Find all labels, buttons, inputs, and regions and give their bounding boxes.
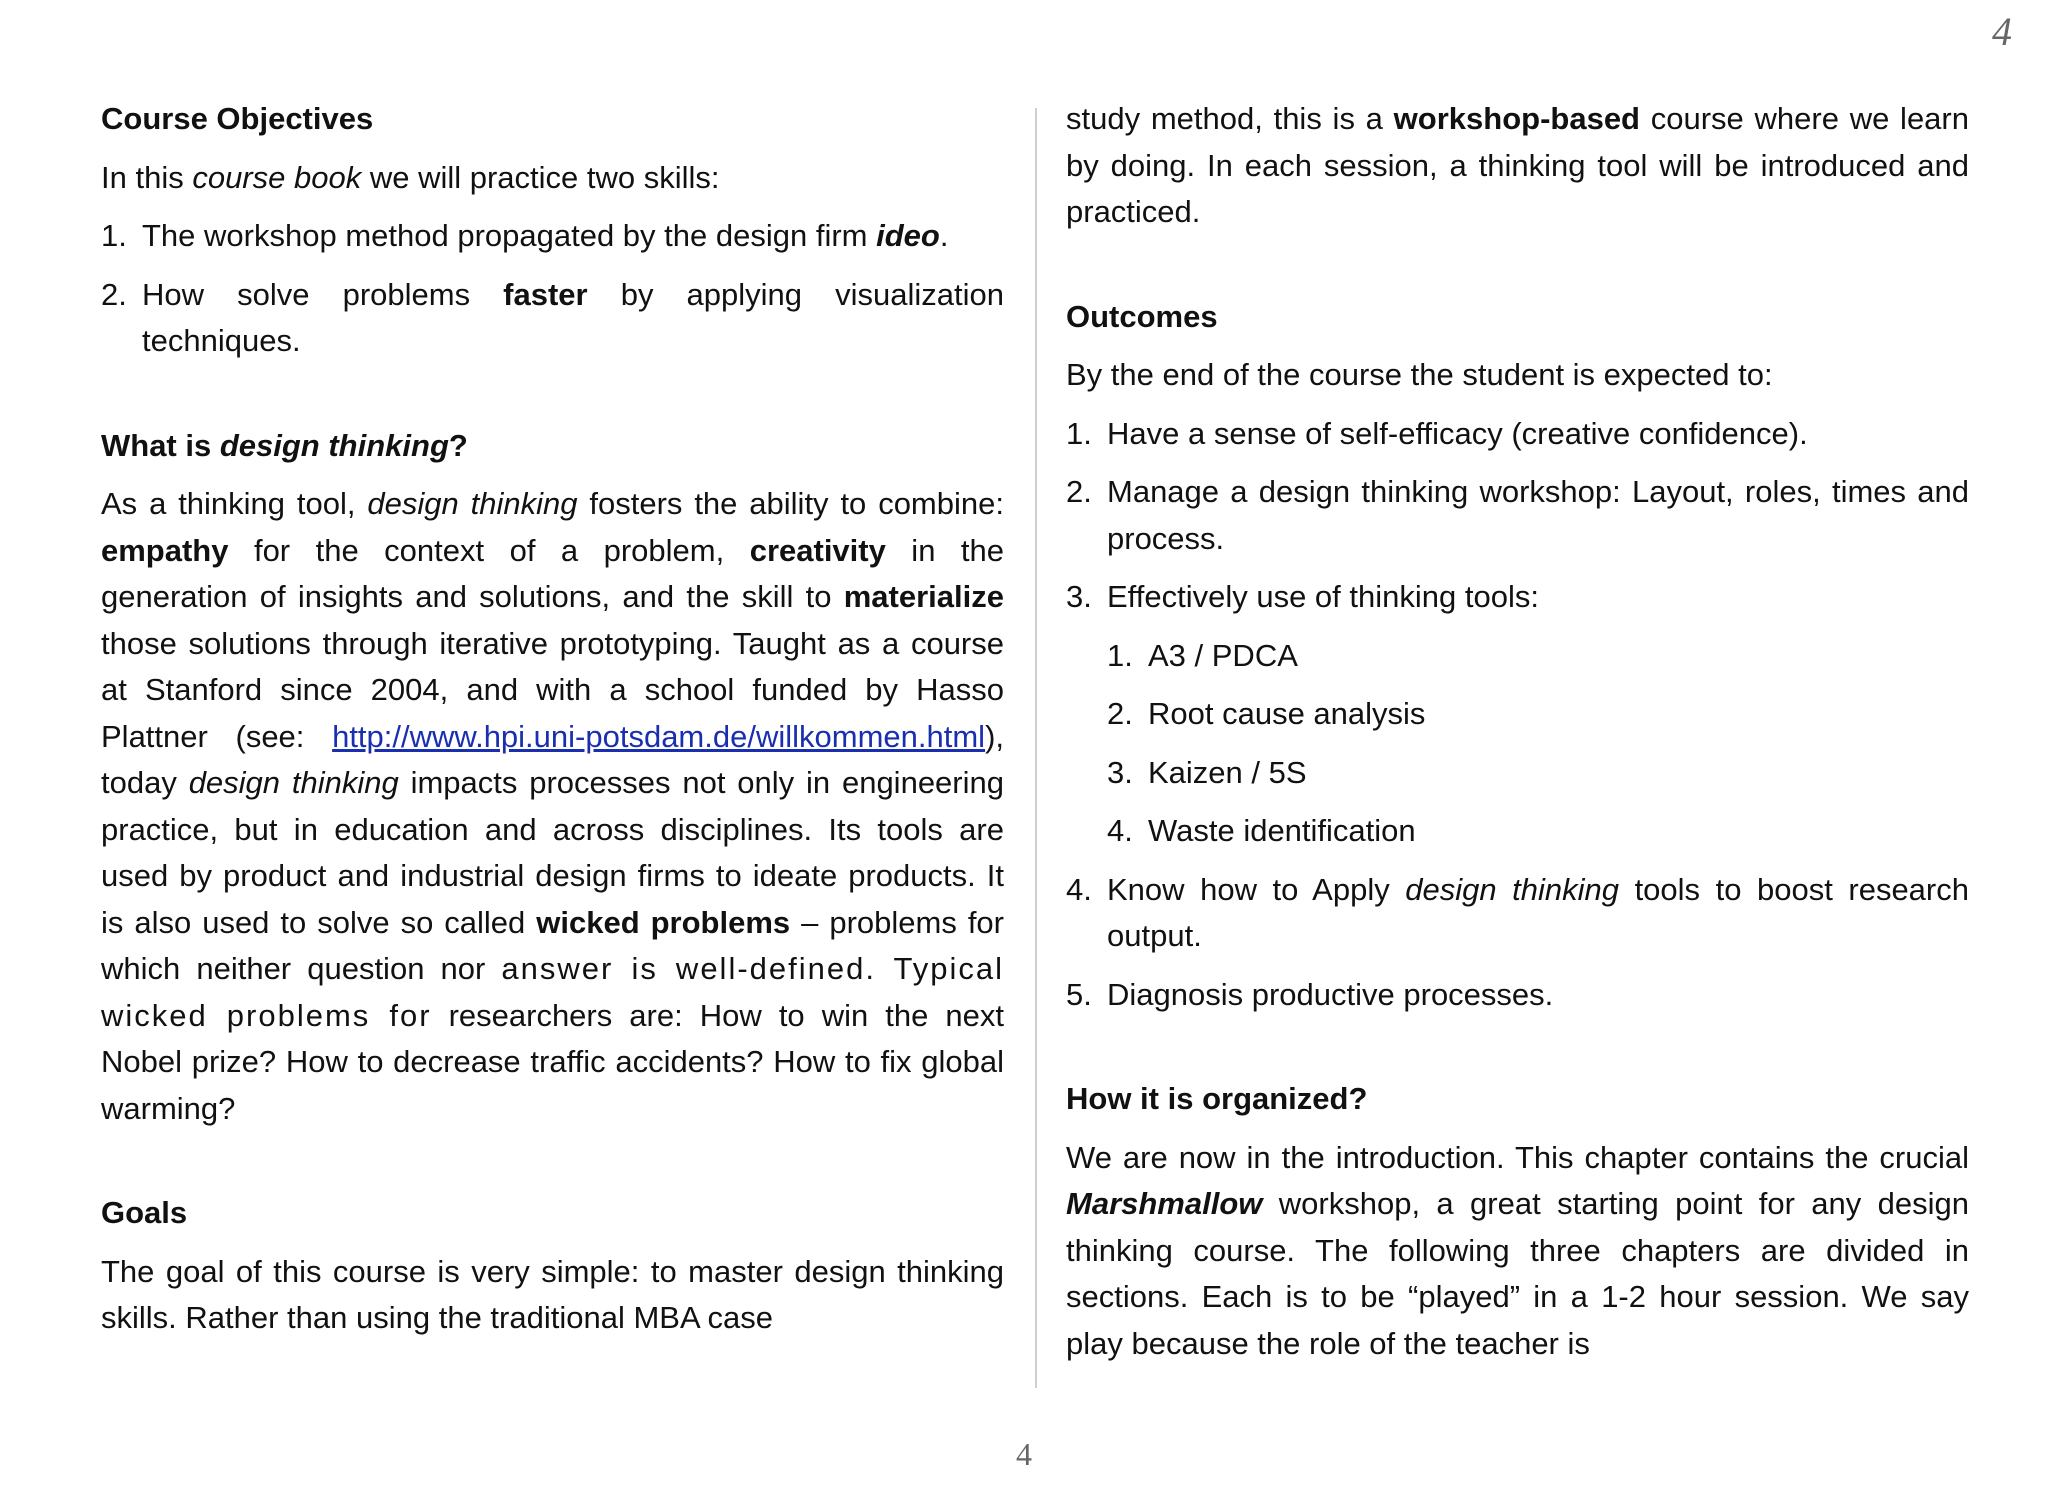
list-item: 5. Diagnosis productive processes. xyxy=(1066,976,1554,1012)
page-number-top: 4 xyxy=(1992,9,2012,54)
outcomes-list xyxy=(1066,411,1969,621)
goals-continuation: study method, this is a workshop-based course where we learn by doing. In each session, a thinking tool will be introduced and practiced. xyxy=(1066,101,1969,229)
design-thinking-paragraph: As a thinking tool, design thinking fosters the ability to combine: empathy for the context of a problem, creativity in the generation of insights and solutions, and the skill to materialize those solutions through iterative prototyping. Taught as a course at Stanford since 2004, and with a school funded by Hasso Plattner (see: http://www.hpi.uni-potsdam.de/willkommen.html), today design thinking impacts processes not only in engineering practice, but in education and across disciplines. Its tools are used by product and industrial design firms to ideate products. It is also used to solve so called wicked problems – problems for which neither question nor answer is well-defined. Typical wicked problems for researchers are: How to win the next Nobel prize? How to decrease traffic accidents? How to fix global warming? xyxy=(101,486,1005,1126)
list-item: 3. Effectively use of thinking tools: xyxy=(1066,579,1539,614)
hpi-link[interactable]: http://www.hpi.uni-potsdam.de/willkommen.html xyxy=(332,718,986,754)
column-divider xyxy=(1035,108,1037,1388)
list-item: 3. Kaizen / 5S xyxy=(1107,754,1307,790)
list-item: 1. Have a sense of self-efficacy (creative confidence). xyxy=(1066,415,1808,451)
goals-heading: Goals xyxy=(101,1195,188,1230)
page-number-bottom: 4 xyxy=(1016,1436,1032,1472)
list-item: 2. Root cause analysis xyxy=(1107,696,1426,731)
design-thinking-heading: What is design thinking? xyxy=(101,427,468,463)
list-item: 2. How solve problems faster by applying visualization techniques. xyxy=(101,276,1004,358)
list-item: 2. Manage a design thinking workshop: Layout, roles, times and process. xyxy=(1066,474,1969,556)
outcomes-heading: Outcomes xyxy=(1066,298,1218,334)
list-item: 1. The workshop method propagated by the design firm ideo. xyxy=(101,218,949,253)
outcomes-list-continued xyxy=(1066,867,1969,1019)
list-item: 4. Waste identification xyxy=(1107,813,1416,848)
left-column xyxy=(101,96,1004,1342)
goals-paragraph: The goal of this course is very simple: to master design thinking skills. Rather than using the traditional MBA case xyxy=(101,1253,1004,1335)
list-item: 1. A3 / PDCA xyxy=(1107,637,1298,673)
right-column xyxy=(1066,96,1969,1367)
organization-heading: How it is organized? xyxy=(1066,1081,1368,1116)
organization-paragraph: We are now in the introduction. This chapter contains the crucial Marshmallow workshop, a great starting point for any design thinking course. The following three chapters are divided in sections. Each is to be “played” in a 1-2 hour session. We say play because the role of the teacher is xyxy=(1066,1139,1969,1361)
list-item: 4. Know how to Apply design thinking tools to boost research output. xyxy=(1066,871,1969,953)
thinking-tools-list xyxy=(1107,633,1969,855)
objectives-list xyxy=(101,213,1004,365)
course-objectives-heading: Course Objectives xyxy=(101,101,374,136)
objectives-intro: In this course book we will practice two skills: xyxy=(101,159,720,195)
outcomes-intro: By the end of the course the student is expected to: xyxy=(1066,357,1773,392)
